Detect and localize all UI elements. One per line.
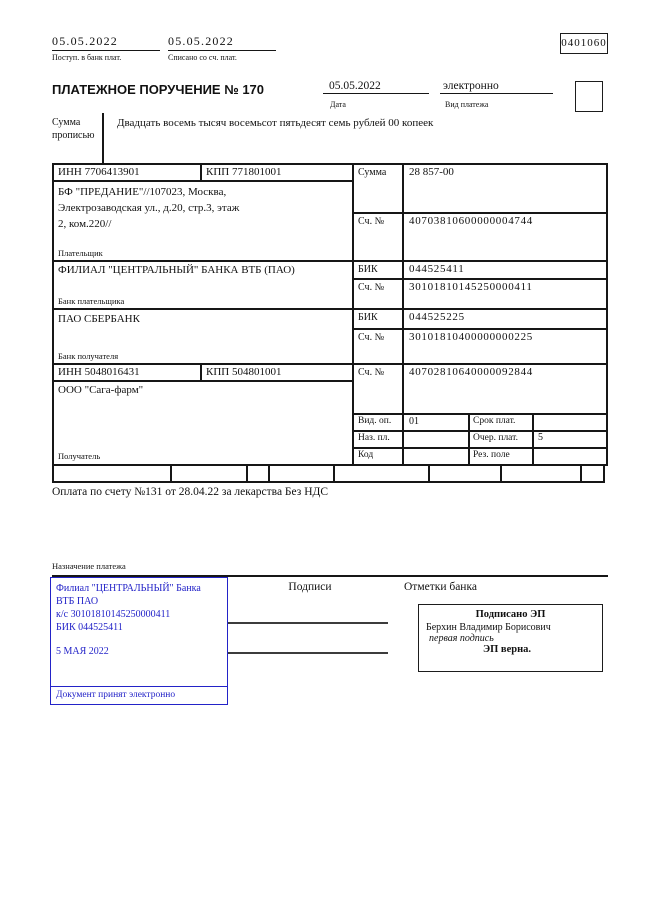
payer-bank-section-label: Банк плательщика [58, 296, 125, 306]
grid-line-h [52, 260, 608, 262]
code-label: Код [358, 450, 374, 460]
payer-bank-name: ФИЛИАЛ "ЦЕНТРАЛЬНЫЙ" БАНКА ВТБ (ПАО) [58, 264, 295, 276]
payee-bank-section-label: Банк получателя [58, 351, 119, 361]
purpose-code-label: Наз. пл. [358, 433, 390, 443]
payee-inn: ИНН 5048016431 [58, 366, 140, 378]
document-date-field: 05.05.2022 [323, 80, 429, 94]
esign-title: Подписано ЭП [475, 609, 546, 620]
grid-line-v [200, 163, 202, 180]
stamp-bank-name-line: Филиал "ЦЕНТРАЛЬНЫЙ" Банка [56, 583, 201, 594]
op-type-label: Вид. оп. [358, 416, 392, 426]
payer-name-line: 2, ком.220// [58, 217, 112, 230]
payee-account-label: Сч. № [358, 367, 385, 378]
esign-name: Берхин Владимир Борисович [426, 622, 551, 633]
signature-line [228, 652, 388, 654]
payer-bank-account-label: Сч. № [358, 282, 385, 293]
grid-line-v [200, 363, 202, 380]
grid-line-h [352, 328, 608, 330]
payee-section-label: Получатель [58, 451, 101, 461]
grid-line-v [268, 464, 270, 482]
grid-line-v [52, 163, 54, 482]
esign-verified: ЭП верна. [483, 644, 532, 655]
payer-bank-account-value: 30101810145250000411 [409, 281, 533, 293]
grid-line-h [52, 380, 353, 382]
status-checkbox [575, 81, 603, 112]
payee-account-value: 40702810640000092844 [409, 366, 533, 378]
grid-line-v [170, 464, 172, 482]
grid-line-v [333, 464, 335, 482]
amount-words-value: Двадцать восемь тысяч восемьсот пятьдесят семь рублей 00 копеек [117, 117, 434, 129]
grid-line-v [580, 464, 582, 482]
received-date-field: 05.05.2022 [52, 34, 160, 51]
sum-cell-label: Сумма [358, 167, 387, 178]
payer-name-line: БФ "ПРЕДАНИЕ"//107023, Москва, [58, 186, 227, 198]
grid-line-h [52, 363, 608, 365]
electronic-signature-stamp [418, 604, 603, 672]
grid-line-v [246, 464, 248, 482]
queue-label: Очер. плат. [473, 433, 518, 443]
grid-line-v [402, 163, 404, 464]
op-type-value: 01 [409, 416, 419, 427]
payer-kpp: КПП 771801001 [206, 166, 282, 178]
grid-line-v [468, 413, 470, 464]
payer-bank-bik-value: 044525411 [409, 263, 465, 275]
bank-marks-header: Отметки банка [404, 581, 477, 593]
payment-purpose-text: Оплата по счету №131 от 28.04.22 за лекарства Без НДС [52, 486, 329, 498]
grid-line-h [52, 481, 605, 483]
stamp-footer-note: Документ принят электронно [51, 686, 227, 704]
grid-line-v [603, 464, 605, 482]
grid-line-v [102, 113, 104, 163]
payment-type-label: Вид платежа [445, 100, 489, 109]
stamp-bank-name-line: ВТБ ПАО [56, 596, 99, 607]
grid-line-h [52, 163, 608, 165]
document-title: ПЛАТЕЖНОЕ ПОРУЧЕНИЕ № 170 [52, 82, 265, 97]
signature-line [228, 622, 388, 624]
amount-words-label: Сумма прописью [52, 117, 95, 141]
form-code-box: 0401060 [560, 33, 608, 54]
grid-line-h [52, 180, 353, 182]
stamp-spacer [56, 634, 222, 645]
grid-line-v [532, 413, 534, 464]
grid-line-v [606, 163, 608, 464]
payee-bank-account-label: Сч. № [358, 332, 385, 343]
bank-acceptance-stamp [50, 577, 228, 705]
sum-cell-value: 28 857-00 [409, 166, 454, 178]
grid-line-v [428, 464, 430, 482]
signatures-header: Подписи [288, 581, 332, 593]
payee-bank-account-value: 30101810400000000225 [409, 331, 533, 343]
grid-line-h [352, 447, 608, 449]
grid-line-h [352, 430, 608, 432]
payee-bank-name: ПАО СБЕРБАНК [58, 313, 140, 325]
grid-line-h [352, 278, 608, 280]
due-date-label: Срок плат. [473, 416, 516, 426]
grid-line-h [52, 308, 608, 310]
payer-bank-bik-label: БИК [358, 264, 378, 275]
payer-inn: ИНН 7706413901 [58, 166, 140, 178]
debited-date-label: Списано со сч. плат. [168, 53, 237, 62]
payee-name: ООО "Сага-фарм" [58, 384, 144, 396]
received-date-label: Поступ. в банк плат. [52, 53, 122, 62]
grid-line-h [52, 464, 608, 466]
queue-value: 5 [538, 432, 543, 443]
payer-account-value: 40703810600000004744 [409, 215, 533, 227]
stamp-bik: БИК 044525411 [56, 622, 123, 633]
payee-kpp: КПП 504801001 [206, 366, 282, 378]
debited-date-field: 05.05.2022 [168, 34, 276, 51]
grid-line-h [352, 413, 608, 415]
payee-bank-bik-value: 044525225 [409, 311, 465, 323]
reserve-field-label: Рез. поле [473, 450, 510, 460]
esign-signature-type: первая подпись [429, 633, 494, 644]
document-date-label: Дата [330, 100, 346, 109]
stamp-corr-account: к/с 30101810145250000411 [56, 609, 171, 620]
stamp-date: 5 МАЯ 2022 [56, 646, 109, 657]
grid-line-v [352, 163, 354, 464]
payer-account-label: Сч. № [358, 216, 385, 227]
payer-name-line: Электрозаводская ул., д.20, стр.3, этаж [58, 201, 240, 214]
payment-purpose-label: Назначение платежа [52, 561, 126, 571]
payment-type-field: электронно [440, 80, 553, 94]
payer-section-label: Плательщик [58, 248, 103, 258]
grid-line-v [500, 464, 502, 482]
payee-bank-bik-label: БИК [358, 312, 378, 323]
grid-line-h [352, 212, 608, 214]
